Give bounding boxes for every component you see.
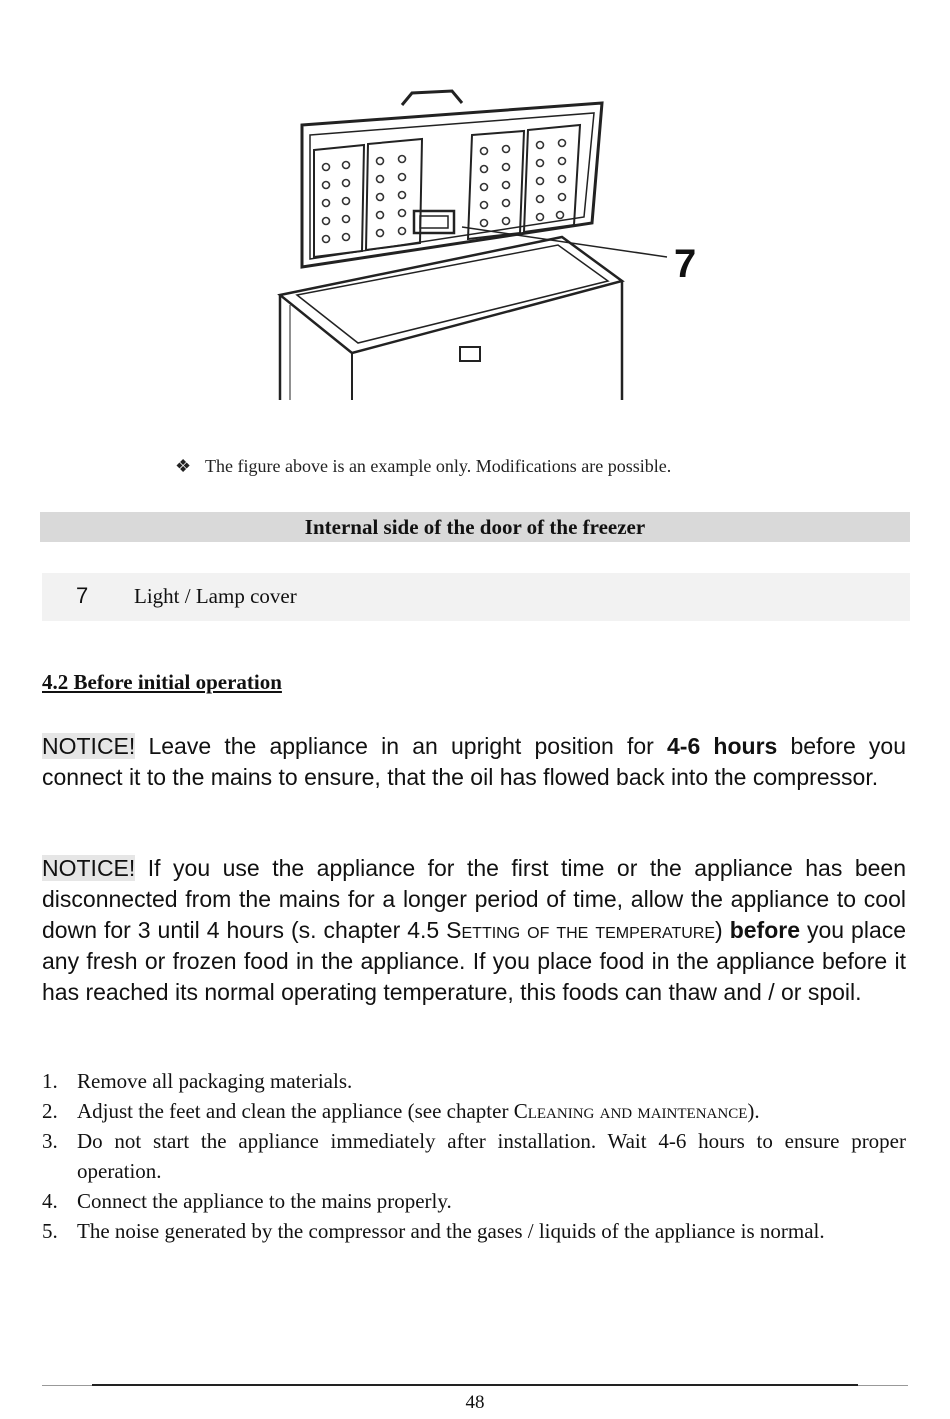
figure-note-text: The figure above is an example only. Modifications are possible. [205,456,672,476]
notice-paragraph-2 [42,853,906,1008]
footer-divider-accent [92,1384,858,1386]
notice1-text-b: before you connect it to the mains to ensure, that the oil has flowed back into the compressor. [42,733,906,790]
notice2-text-c: you place any fresh or frozen food in the appliance. If you place food in the appliance before it has reached its normal operating temperature, this foods can thaw and / or spoil. [42,917,907,1005]
list-item [42,1216,906,1246]
notice-paragraph-1 [42,731,906,793]
notice2-text-a: If you use the appliance for the first time or the appliance has been disconnected from the mains for a longer period of time, allow the appliance to cool down for 3 until 4 hours (s. chapter 4.5 [42,855,907,943]
section-heading: 4.2 Before initial operation [42,670,282,694]
chest-freezer-illustration [262,55,707,400]
step-text: Adjust the feet and clean the appliance (see chapter [77,1099,509,1123]
list-item [42,1126,906,1186]
step-text: Connect the appliance to the mains properly. [77,1189,452,1213]
notice1-text-a: Leave the appliance in an upright position for [148,733,654,759]
step-text: Remove all packaging materials. [77,1069,353,1093]
door-table-row-number: 7 [76,583,89,608]
step-text: The noise generated by the compressor and the gases / liquids of the appliance is normal. [77,1219,825,1243]
step-number: 3. [42,1129,58,1153]
step-text-tail: ). [747,1099,760,1123]
four-diamond-bullet-icon: ❖ [175,456,192,476]
door-table-row-label: Light / Lamp cover [134,584,297,608]
notice-label: NOTICE! [42,733,136,759]
page-number: 48 [465,1392,485,1413]
list-item [42,1186,906,1216]
notice-label: NOTICE! [42,855,136,881]
figure-callout-number: 7 [674,242,697,286]
notice1-bold-duration: 4-6 hours [667,733,778,759]
figure-note [175,456,671,477]
step-number: 2. [42,1099,58,1123]
step-chapter-ref: Cleaning and maintenance [513,1099,748,1123]
steps-list [42,1066,906,1246]
step-number: 4. [42,1189,58,1213]
notice2-chapter-ref: Setting of the temperature [446,917,716,943]
step-number: 1. [42,1069,58,1093]
step-text: Do not start the appliance immediately after installation. Wait 4-6 hours to ensure proper operation. [77,1129,906,1183]
list-item [42,1096,906,1126]
door-table-row [42,573,910,621]
notice2-bold-before: before [729,917,800,943]
notice2-text-b: ) [715,917,723,943]
list-item [42,1066,906,1096]
step-number: 5. [42,1219,58,1243]
door-table-header: Internal side of the door of the freezer [40,512,910,542]
